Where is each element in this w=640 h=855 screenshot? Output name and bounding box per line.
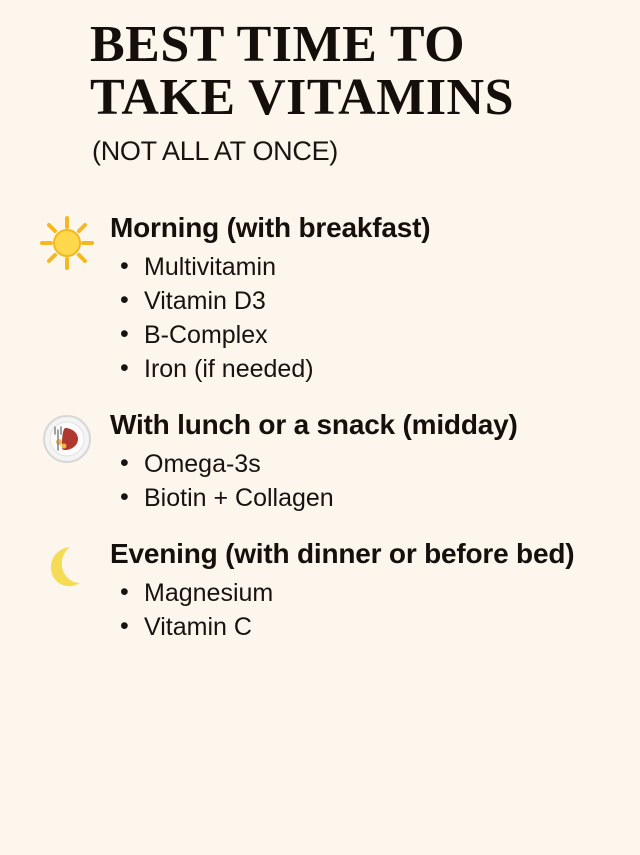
list-item: • Biotin + Collagen (110, 481, 606, 515)
section-items (110, 250, 606, 386)
list-item: • Vitamin C (110, 610, 606, 644)
section-items (110, 576, 606, 644)
page-subtitle: (NOT ALL AT ONCE) (92, 136, 338, 167)
crescent-moon-icon (24, 537, 110, 605)
list-item: • Iron (if needed) (110, 352, 606, 386)
list-item: • Multivitamin (110, 250, 606, 284)
section-lunch (24, 408, 616, 515)
list-item: • B-Complex (110, 318, 606, 352)
list-item: • Vitamin D3 (110, 284, 606, 318)
list-item: • Magnesium (110, 576, 606, 610)
section-title: Evening (with dinner or before bed) (110, 538, 575, 570)
page-title (90, 16, 616, 127)
plate-of-food-icon (24, 408, 110, 474)
page-title-line-2: TAKE VITAMINS (90, 69, 515, 127)
sections-list (24, 211, 616, 644)
section-body (110, 537, 616, 644)
sun-icon (24, 211, 110, 279)
section-items (110, 447, 606, 515)
section-title: Morning (with breakfast) (110, 212, 431, 244)
section-morning (24, 211, 616, 386)
list-item: • Omega-3s (110, 447, 606, 481)
section-evening (24, 537, 616, 644)
page-title-line-1: BEST TIME TO (90, 16, 466, 73)
section-body (110, 211, 616, 386)
section-body (110, 408, 616, 515)
section-title: With lunch or a snack (midday) (110, 409, 518, 441)
